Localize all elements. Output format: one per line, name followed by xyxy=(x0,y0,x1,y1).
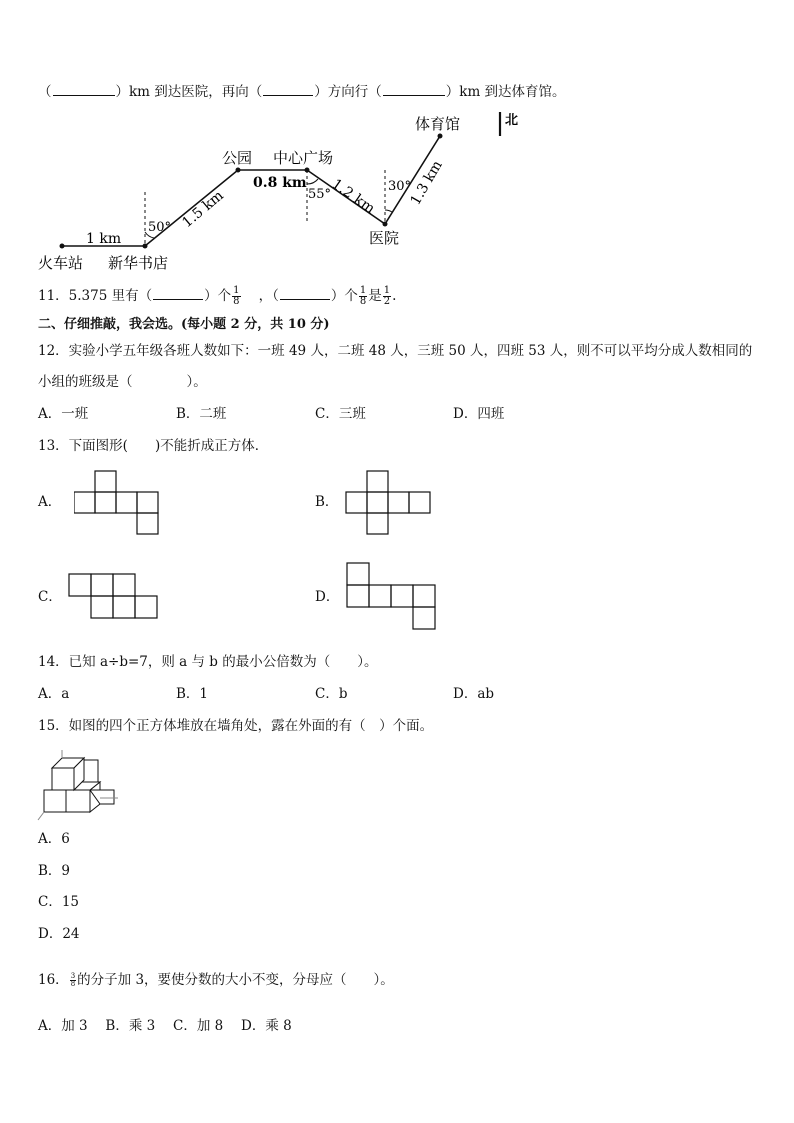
q15-option-d[interactable]: D．24 xyxy=(38,926,80,942)
north-label: 北 xyxy=(505,113,519,128)
fraction-1-8-b: $\frac{1}{8}$ xyxy=(359,285,367,307)
q11-text-4: ）个 xyxy=(330,288,358,304)
q16-text: 的分子加 3，要使分数的大小不变，分母应（ ）。 xyxy=(77,972,394,988)
answer-blank[interactable] xyxy=(153,287,203,300)
fraction-1-8: $\frac{1}{8}$ xyxy=(233,285,240,307)
label-bookstore: 新华书店 xyxy=(108,254,169,272)
answer-blank[interactable] xyxy=(53,83,115,96)
dist-1: 1 km xyxy=(86,231,122,247)
q11-text-3: ，（ xyxy=(258,288,279,304)
angle-2: 55° xyxy=(308,187,332,202)
label-center: 中心广场 xyxy=(273,149,334,167)
section-heading: 二、仔细推敲，我会选。(每小题 2 分，共 10 分) xyxy=(38,317,330,332)
q15-option-c[interactable]: C．15 xyxy=(38,894,80,910)
dist-3: 0.8 km xyxy=(253,175,307,191)
cube-net-a xyxy=(74,470,160,536)
q16-options[interactable]: A．加 3 B．乘 3 C．加 8 D．乘 8 xyxy=(38,1018,292,1034)
dist-4: 1.2 km xyxy=(328,176,378,218)
q12-option-d[interactable]: D．四班 xyxy=(453,406,505,422)
q14-option-a[interactable]: A．a xyxy=(38,686,70,702)
dist-5: 1.3 km xyxy=(407,158,446,208)
q13-option-b[interactable]: B． xyxy=(315,494,339,510)
fraction-1-2: $\frac{1}{2}$ xyxy=(383,285,391,307)
cube-net-d xyxy=(346,562,438,632)
answer-blank[interactable] xyxy=(263,83,313,96)
answer-blank[interactable] xyxy=(280,287,330,300)
q14-option-c[interactable]: C．b xyxy=(315,686,348,702)
label-hospital: 医院 xyxy=(369,229,400,247)
label-station: 火车站 xyxy=(38,254,84,272)
stacked-cubes-figure xyxy=(36,748,120,824)
q10-text-4: ）km 到达体育馆。 xyxy=(445,84,566,100)
q16-line xyxy=(38,970,394,990)
q10-text-1: （ xyxy=(38,84,52,100)
q15-option-b[interactable]: B．9 xyxy=(38,863,71,879)
label-gym: 体育馆 xyxy=(415,115,461,133)
q14-text: 14．已知 a÷b=7，则 a 与 b 的最小公倍数为（ ）。 xyxy=(38,654,378,670)
q13-text: 13．下面图形( )不能折成正方体． xyxy=(38,438,269,454)
angle-1: 50° xyxy=(148,220,172,235)
q11-text-1: 11．5.375 里有（ xyxy=(38,288,153,304)
cube-net-c xyxy=(68,573,160,621)
angle-3: 30° xyxy=(388,179,412,194)
q15-option-a[interactable]: A．6 xyxy=(38,831,70,847)
route-map-diagram xyxy=(30,108,550,276)
q12-option-c[interactable]: C．三班 xyxy=(315,406,366,422)
q12-text-line1: 12．实验小学五年级各班人数如下：一班 49 人，二班 48 人，三班 50 人，四班 53 人，则不可以平均分成人数相同的 xyxy=(38,343,753,359)
q11-text-2: ）个 xyxy=(204,288,232,304)
answer-blank[interactable] xyxy=(383,83,445,96)
q12-option-b[interactable]: B．二班 xyxy=(176,406,227,422)
q10-text-2: ）km 到达医院，再向（ xyxy=(115,84,263,100)
q11-line: 11．5.375 里有（ ）个 $\frac{1}{8}$ ，（ ）个 $\frac{1}{8}$ 是 $\frac{1}{2}$ . xyxy=(38,285,397,307)
q13-option-c[interactable]: C． xyxy=(38,589,62,605)
q14-option-b[interactable]: B．1 xyxy=(176,686,209,702)
q13-option-a[interactable]: A． xyxy=(38,494,62,510)
q12-text-line2: 小组的班级是（ ）。 xyxy=(38,374,207,390)
label-park: 公园 xyxy=(222,149,253,167)
q10-line xyxy=(38,82,566,102)
q13-option-d[interactable]: D． xyxy=(315,589,340,605)
q15-text: 15．如图的四个正方体堆放在墙角处，露在外面的有（ ）个面。 xyxy=(38,718,434,734)
q14-option-d[interactable]: D．ab xyxy=(453,686,495,702)
fraction-3-8: $\frac{3}{8}$ xyxy=(70,972,76,988)
q11-text-5: 是 xyxy=(368,288,382,304)
dist-2: 1.5 km xyxy=(179,187,227,232)
cube-net-b xyxy=(345,470,433,538)
q12-option-a[interactable]: A．一班 xyxy=(38,406,89,422)
q10-text-3: ）方向行（ xyxy=(314,84,382,100)
q16-number: 16． xyxy=(38,972,69,988)
